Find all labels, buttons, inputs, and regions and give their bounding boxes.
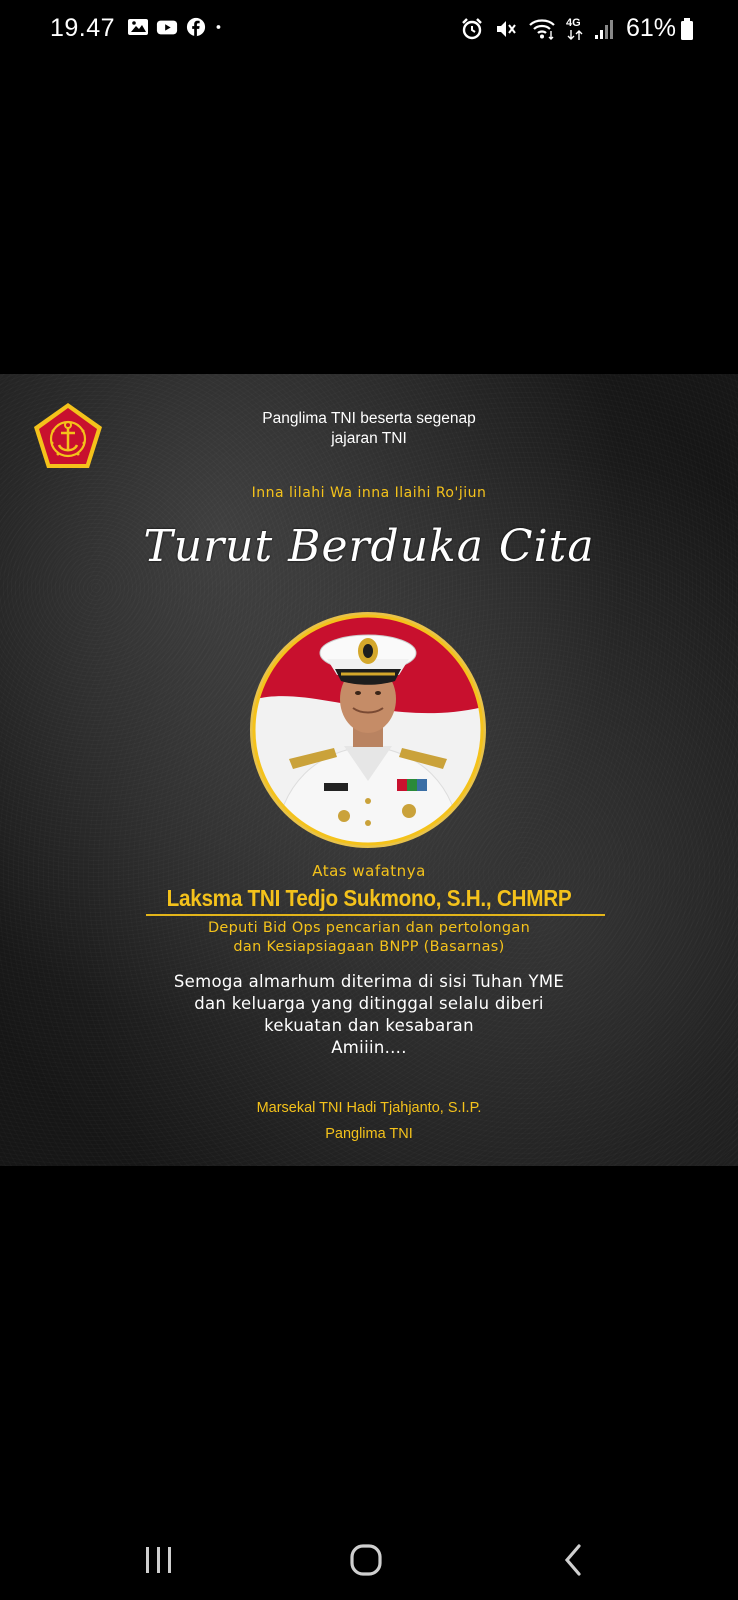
prayer-line-2: dan keluarga yang ditinggal selalu diberi: [194, 994, 544, 1013]
condolence-image[interactable]: [0, 374, 738, 1166]
battery-icon: [680, 17, 694, 41]
prayer-line-1: Semoga almarhum diterima di sisi Tuhan YME: [173, 972, 565, 991]
prayer-line-4: Amiiin....: [331, 1038, 407, 1057]
system-icons: [460, 14, 694, 43]
portrait-photo: [249, 611, 487, 849]
deceased-name: Laksma TNI Tedjo Sukmono, S.H., CHMRP: [166, 885, 572, 911]
title: Turut Berduka Cita: [143, 521, 595, 572]
prayer-line-3: kekuatan dan kesabaran: [264, 1016, 474, 1035]
notification-icons: [127, 17, 228, 37]
wifi-icon: [528, 17, 556, 41]
home-icon[interactable]: [346, 1540, 386, 1580]
signer-name: Marsekal TNI Hadi Tjahjanto, S.I.P.: [256, 1100, 482, 1116]
mute-icon: [494, 17, 518, 41]
position-line-1: Deputi Bid Ops pencarian dan pertolongan: [207, 920, 531, 936]
dot-icon: [214, 17, 228, 37]
atas-wafatnya: Atas wafatnya: [312, 862, 426, 880]
subtitle: Inna lilahi Wa inna Ilaihi Ro'jiun: [251, 485, 487, 501]
battery-percent: 61%: [625, 14, 676, 42]
status-time: 19.47: [50, 14, 116, 42]
recent-apps-icon[interactable]: [139, 1540, 179, 1580]
facebook-icon: [185, 17, 207, 37]
status-bar: [0, 0, 738, 58]
back-icon[interactable]: [554, 1540, 594, 1580]
navigation-bar: [0, 1520, 738, 1600]
alarm-icon: [460, 17, 484, 41]
youtube-icon: [156, 17, 178, 37]
4g-icon: 4G: [566, 17, 584, 41]
header-line-1: Panglima TNI beserta segenap: [262, 410, 476, 427]
signal-icon: [594, 17, 616, 41]
name-underline: [146, 914, 605, 916]
position-line-2: dan Kesiapsiagaan BNPP (Basarnas): [233, 939, 505, 955]
gallery-icon: [127, 17, 149, 37]
signer-title: Panglima TNI: [325, 1126, 413, 1142]
header-line-2: jajaran TNI: [331, 430, 407, 447]
